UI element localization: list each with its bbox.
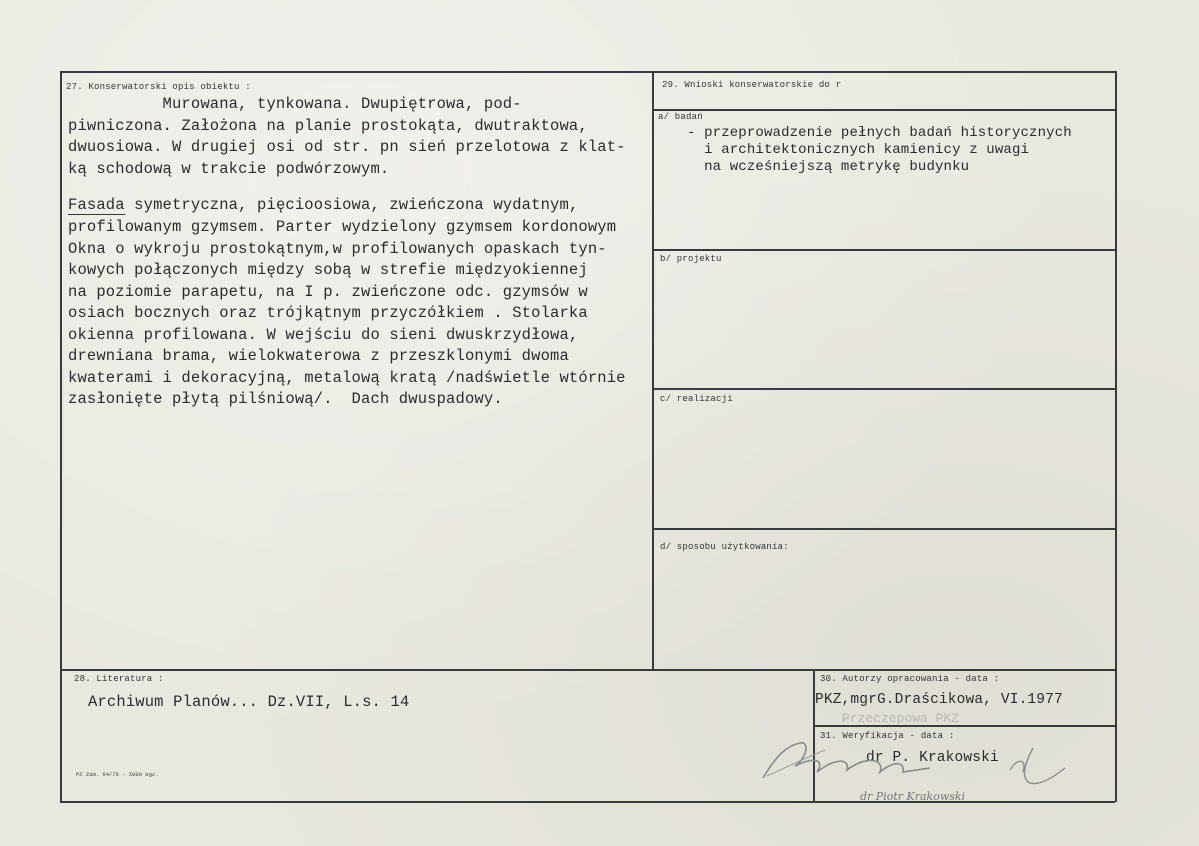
section27-line-11: okienna profilowana. W wejściu do sieni dwuskrzydłowa, <box>68 325 579 344</box>
fasada-word: Fasada <box>68 196 125 214</box>
projektu-top-line <box>652 249 1115 251</box>
section29-d-label: d/ sposobu użytkowania: <box>660 542 789 552</box>
frame-right-line <box>1115 71 1117 802</box>
section27-line-14: zasłonięte płytą pilśniową/. Dach dwuspadowy. <box>68 390 503 408</box>
literature-value: Archiwum Planów... Dz.VII, L.s. 14 <box>88 693 410 711</box>
section27-line-12: drewniana brama, wielokwaterowa z przeszklonymi dwoma <box>68 347 569 365</box>
print-note: PZ Zam. 64/76 - 5000 egz. <box>76 771 159 778</box>
faded-stamp-text: Przeczepowa PKZ <box>842 711 960 726</box>
section27-line-2: piwniczona. Założona na planie prostokąta, dwutraktowa, <box>68 116 588 135</box>
frame-left-line <box>60 71 62 802</box>
section29-a-line-1: - przeprowadzenie pełnych badań historycznych <box>687 125 1072 141</box>
verification-value: dr P. Krakowski <box>866 750 999 766</box>
section27-fasada-line <box>68 195 578 217</box>
column-divider-line <box>652 71 654 670</box>
section30-label: 30. Autorzy opracowania - data : <box>820 674 1000 684</box>
badan-top-line <box>652 109 1115 111</box>
section29-b-label: b/ projektu <box>660 254 722 264</box>
authors-value: PKZ,mgrG.Draścikowa, VI.1977 <box>815 692 1063 708</box>
handwritten-signature <box>755 728 1075 788</box>
signature-caption: dr Piotr Krakowski <box>860 790 966 803</box>
section29-a-line-3: na wcześniejszą metrykę budynku <box>687 159 970 175</box>
section27-line-8: kowych połączonych między sobą w strefie międzyokiennej <box>68 261 588 279</box>
section29-c-label: c/ realizacji <box>660 394 733 404</box>
section28-label: 28. Literatura : <box>74 674 164 684</box>
section29-a-label: a/ badań <box>658 112 703 122</box>
section27-line-7: Okna o wykroju prostokątnym,w profilowanych opaskach tyn- <box>68 239 607 258</box>
section27-line-3: dwuosiowa. W drugiej osi od str. pn sień przelotowa z klat- <box>68 138 626 156</box>
section27-label: 27. Konserwatorski opis obiektu : <box>66 82 251 92</box>
uzytkowania-top-line <box>652 528 1115 530</box>
section27-line-4: ką schodową w trakcie podwórzowym. <box>68 159 390 178</box>
section29-a-line-2: i architektonicznych kamienicy z uwagi <box>687 142 1030 158</box>
section27-line-13: kwaterami i dekoracyjną, metalową kratą /nadświetle wtórnie <box>68 368 626 387</box>
fasada-rest: symetryczna, pięcioosiowa, zwieńczona wydatnym, <box>124 196 579 214</box>
section27-line-10: osiach bocznych oraz trójkątnym przyczółkiem . Stolarka <box>68 304 588 322</box>
section27-line-6: profilowanym gzymsem. Parter wydzielony gzymsem kordonowym <box>68 218 617 236</box>
section29-label: 29. Wnioski konserwatorskie do r <box>662 80 842 90</box>
section27-line-1: Murowana, tynkowana. Dwupiętrowa, pod- <box>68 95 522 113</box>
section31-label: 31. Weryfikacja - data : <box>820 731 955 741</box>
realizacji-top-line <box>652 388 1115 390</box>
frame-top-line <box>60 71 1115 73</box>
section27-line-9: na poziomie parapetu, na I p. zwieńczone odc. gzymsów w <box>68 282 588 301</box>
literature-top-line <box>60 669 1115 671</box>
